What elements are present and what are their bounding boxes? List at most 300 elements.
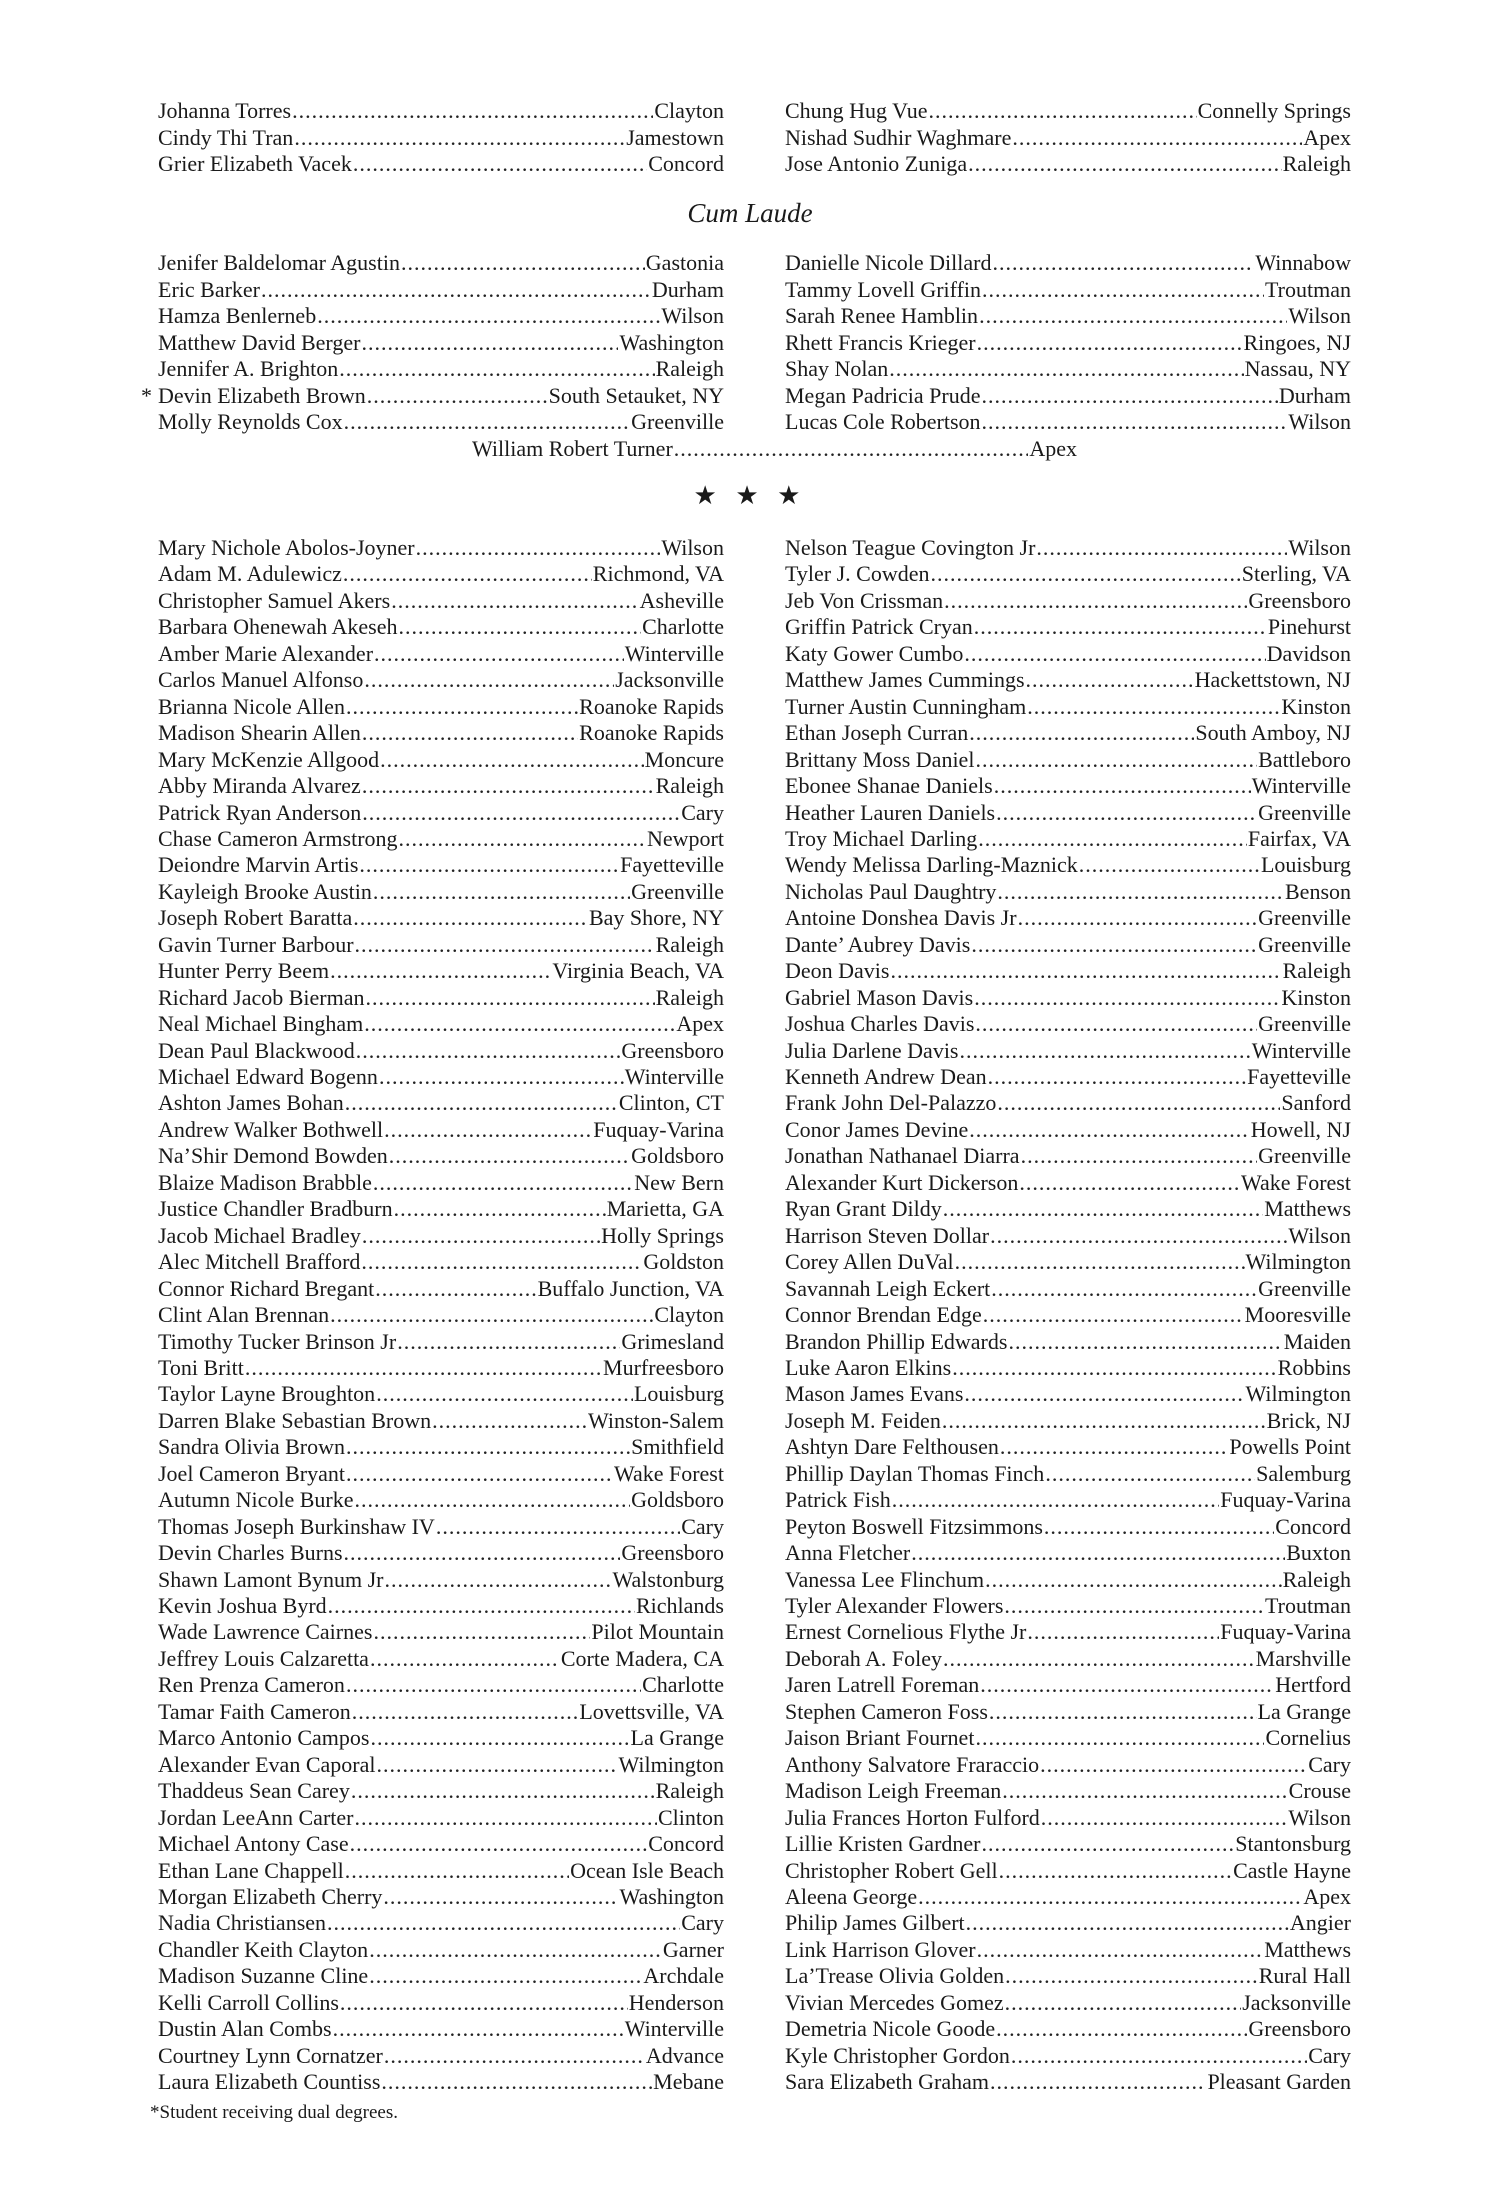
dot-leader [979, 303, 1287, 329]
graduate-name: Na’Shir Demond Bowden [158, 1143, 388, 1169]
dot-leader [974, 614, 1267, 640]
dot-leader [989, 1699, 1257, 1725]
graduate-hometown: Pilot Mountain [591, 1619, 724, 1645]
graduate-hometown: Greenville [1258, 1143, 1351, 1169]
graduate-hometown: Clayton [654, 1302, 724, 1328]
graduate-hometown: Roanoke Rapids [579, 720, 724, 746]
section-separator-stars: ★ ★ ★ [693, 481, 807, 510]
graduate-entry [785, 1329, 1351, 1355]
dot-leader [992, 250, 1254, 276]
dot-leader [359, 852, 619, 878]
graduate-entry [785, 1567, 1351, 1593]
graduate-hometown: Robbins [1277, 1354, 1351, 1380]
graduate-hometown: Hackettstown, NJ [1194, 667, 1351, 693]
graduate-name: Lillie Kristen Gardner [785, 1831, 981, 1857]
graduate-entry [158, 1038, 724, 1064]
graduate-hometown: Clayton [654, 98, 724, 123]
dot-leader [1011, 2043, 1307, 2069]
graduate-hometown: Cary [1308, 1751, 1351, 1777]
dot-leader [997, 1090, 1280, 1116]
graduate-hometown: Benson [1285, 878, 1351, 904]
graduate-hometown: Raleigh [1282, 1566, 1351, 1592]
graduate-hometown: Charlotte [642, 614, 724, 640]
graduate-name: Jeffrey Louis Calzaretta [158, 1645, 369, 1671]
graduate-hometown: Asheville [639, 587, 724, 613]
graduate-entry [158, 1752, 724, 1778]
dot-leader [892, 1487, 1220, 1513]
dot-leader [1041, 1805, 1288, 1831]
graduate-name: Kyle Christopher Gordon [785, 2042, 1010, 2068]
graduate-hometown: Raleigh [1282, 958, 1351, 984]
graduate-hometown: Angier [1289, 1910, 1351, 1936]
dot-leader [370, 1725, 629, 1751]
graduate-hometown: Louisburg [1260, 852, 1351, 878]
graduate-entry [158, 1329, 724, 1355]
graduate-hometown: Durham [1278, 382, 1351, 408]
graduate-hometown: Greenville [1258, 799, 1351, 825]
graduate-hometown: Greensboro [621, 1540, 724, 1566]
graduate-hometown: South Setauket, NY [548, 382, 724, 408]
graduate-name: Toni Britt [158, 1354, 244, 1380]
graduate-name: Mary McKenzie Allgood [158, 746, 380, 772]
graduate-entry [158, 720, 724, 746]
graduate-entry [158, 1090, 724, 1116]
graduate-hometown: Stantonsburg [1235, 1831, 1351, 1857]
graduate-name: Marco Antonio Campos [158, 1725, 370, 1751]
graduate-entry [785, 1090, 1351, 1116]
graduate-name: Nishad Sudhir Waghmare [785, 124, 1012, 150]
dot-leader [968, 151, 1281, 177]
graduate-name: Chase Cameron Armstrong [158, 825, 398, 851]
graduate-name: Corey Allen DuVal [785, 1249, 954, 1275]
graduate-hometown: Smithfield [631, 1434, 724, 1460]
graduate-hometown: La Grange [1257, 1698, 1351, 1724]
graduate-entry [785, 1725, 1351, 1751]
dot-leader [942, 1408, 1266, 1434]
graduate-hometown: Raleigh [655, 984, 724, 1010]
graduate-entry [785, 667, 1351, 693]
graduate-hometown: Buxton [1286, 1540, 1351, 1566]
dual-degree-marker: * [141, 382, 152, 408]
graduate-name: Megan Padricia Prude [785, 382, 981, 408]
dot-leader [980, 1672, 1274, 1698]
graduate-entry [158, 1990, 724, 2016]
dot-leader [977, 330, 1243, 356]
graduate-hometown: Howell, NJ [1250, 1116, 1351, 1142]
graduate-name: Troy Michael Darling [785, 825, 978, 851]
graduate-name: Phillip Daylan Thomas Finch [785, 1460, 1045, 1486]
graduate-name: Antoine Donshea Davis Jr [785, 905, 1017, 931]
graduate-hometown: Winnabow [1255, 250, 1351, 275]
dot-leader [982, 409, 1288, 435]
graduate-name: Matthew James Cummings [785, 667, 1025, 693]
graduate-hometown: Goldsboro [631, 1143, 724, 1169]
graduate-entry [785, 1170, 1351, 1196]
dot-leader [394, 1196, 606, 1222]
graduate-name: Jordan LeeAnn Carter [158, 1804, 354, 1830]
graduate-hometown: Henderson [628, 1989, 724, 2015]
graduate-entry [785, 125, 1351, 151]
graduate-entry [158, 250, 724, 276]
graduate-name: Demetria Nicole Goode [785, 2016, 996, 2042]
graduate-name: Hunter Perry Beem [158, 958, 330, 984]
graduate-entry [785, 958, 1351, 984]
graduate-entry [785, 1381, 1351, 1407]
dot-leader [351, 1778, 655, 1804]
graduate-hometown: Brick, NJ [1266, 1407, 1351, 1433]
dot-leader [955, 1249, 1245, 1275]
graduate-hometown: Sterling, VA [1241, 561, 1351, 587]
dot-leader [327, 1910, 680, 1936]
dot-leader [911, 1540, 1285, 1566]
graduate-name: Joseph M. Feiden [785, 1407, 941, 1433]
graduate-entry [785, 826, 1351, 852]
dot-leader [960, 1038, 1251, 1064]
graduate-name: Carlos Manuel Alfonso [158, 667, 364, 693]
dot-leader [380, 747, 643, 773]
dot-leader [1026, 667, 1194, 693]
graduate-hometown: Jamestown [626, 124, 724, 150]
graduate-hometown: Raleigh [655, 773, 724, 799]
graduate-hometown: Marietta, GA [606, 1196, 724, 1222]
graduate-entry [158, 800, 724, 826]
dot-leader [1008, 1329, 1282, 1355]
graduate-entry [785, 1805, 1351, 1831]
graduate-entry [158, 1117, 724, 1143]
graduate-entry [785, 694, 1351, 720]
graduate-hometown: Wilson [1288, 1222, 1351, 1248]
dot-leader [373, 879, 630, 905]
graduate-hometown: Apex [1303, 124, 1351, 150]
graduate-hometown: Greensboro [621, 1037, 724, 1063]
graduate-entry [785, 1963, 1351, 1989]
graduate-name: Justice Chandler Bradburn [158, 1196, 393, 1222]
graduate-hometown: Matthews [1264, 1196, 1351, 1222]
graduate-entry [158, 826, 724, 852]
dot-leader [362, 720, 578, 746]
dot-leader [352, 1699, 579, 1725]
graduate-hometown: Davidson [1266, 640, 1351, 666]
graduate-hometown: Walstonburg [612, 1566, 724, 1592]
graduate-hometown: Goldston [643, 1249, 724, 1275]
dot-leader [355, 1487, 631, 1513]
graduate-hometown: Raleigh [655, 356, 724, 381]
dot-leader [362, 1223, 600, 1249]
dot-leader [397, 1329, 620, 1355]
graduate-entry [785, 1910, 1351, 1936]
graduate-hometown: Connelly Springs [1197, 98, 1351, 123]
graduate-entry [158, 1434, 724, 1460]
graduate-entry [158, 125, 724, 151]
graduate-name: Morgan Elizabeth Cherry [158, 1883, 383, 1909]
graduate-hometown: Louisburg [633, 1381, 724, 1407]
graduate-name: Gavin Turner Barbour [158, 931, 354, 957]
graduate-entry [158, 1646, 724, 1672]
graduate-hometown: Apex [1303, 1883, 1351, 1909]
graduate-name: Grier Elizabeth Vacek [158, 151, 352, 176]
graduate-name: Griffin Patrick Cryan [785, 614, 973, 640]
dot-leader [1000, 1434, 1229, 1460]
graduate-entry [158, 1408, 724, 1434]
graduate-entry [785, 1831, 1351, 1857]
graduate-hometown: Richlands [636, 1593, 724, 1618]
dot-leader [385, 1567, 612, 1593]
graduate-hometown: Fayetteville [1247, 1064, 1351, 1089]
graduate-entry [785, 985, 1351, 1011]
graduate-hometown: Clinton [657, 1804, 724, 1830]
dot-leader [344, 409, 631, 435]
graduate-name: William Robert Turner [472, 436, 673, 461]
dot-leader [997, 879, 1284, 905]
graduate-name: Courtney Lynn Cornatzer [158, 2042, 383, 2068]
dot-leader [975, 747, 1257, 773]
graduate-name: Link Harrison Glover [785, 1936, 976, 1962]
graduate-name: Heather Lauren Daniels [785, 799, 996, 825]
dot-leader [379, 1064, 624, 1090]
graduate-entry [785, 1699, 1351, 1725]
graduate-name: Timothy Tucker Brinson Jr [158, 1328, 397, 1354]
graduate-name: Harrison Steven Dollar [785, 1222, 990, 1248]
graduate-entry [158, 694, 724, 720]
graduate-hometown: Greensboro [1248, 587, 1351, 613]
graduate-hometown: Cary [681, 1910, 724, 1936]
dot-leader [982, 277, 1264, 303]
dot-leader [366, 985, 655, 1011]
graduate-hometown: Grimesland [621, 1328, 724, 1354]
graduate-hometown: Winterville [1251, 1037, 1351, 1063]
graduate-hometown: Kinston [1281, 984, 1351, 1010]
graduate-name: Madison Shearin Allen [158, 720, 361, 746]
graduate-name: Philip James Gilbert [785, 1910, 965, 1936]
graduate-hometown: Richmond, VA [592, 561, 724, 587]
graduate-entry [158, 1540, 724, 1566]
graduate-name: Gabriel Mason Davis [785, 984, 974, 1010]
dot-leader [964, 641, 1265, 667]
graduate-entry [785, 1461, 1351, 1487]
graduate-entry [785, 1064, 1351, 1090]
graduate-hometown: Fuquay-Varina [1220, 1487, 1351, 1513]
graduate-hometown: Winterville [624, 640, 724, 666]
graduate-name: Aleena George [785, 1883, 918, 1909]
graduate-entry [158, 747, 724, 773]
graduate-hometown: Crouse [1288, 1778, 1351, 1804]
dot-leader [375, 1276, 536, 1302]
graduate-name: Jenifer Baldelomar Agustin [158, 250, 400, 275]
dot-leader [346, 1461, 613, 1487]
graduate-hometown: Fuquay-Varina [1220, 1619, 1351, 1645]
dot-leader [1040, 1752, 1307, 1778]
graduate-hometown: Bay Shore, NY [588, 905, 724, 931]
graduate-entry [785, 2016, 1351, 2042]
graduate-hometown: Ocean Isle Beach [570, 1857, 724, 1883]
dot-leader [985, 1567, 1281, 1593]
graduate-name: Blaize Madison Brabble [158, 1169, 372, 1195]
dot-leader [978, 826, 1247, 852]
graduate-entry [785, 800, 1351, 826]
graduate-name: Frank John Del-Palazzo [785, 1090, 997, 1116]
graduate-entry [785, 1593, 1351, 1619]
graduate-hometown: Fayetteville [620, 852, 724, 878]
graduate-hometown: Salemburg [1256, 1460, 1351, 1486]
graduate-entry [785, 1302, 1351, 1328]
graduate-hometown: Hertford [1275, 1672, 1351, 1698]
graduate-name: Shawn Lamont Bynum Jr [158, 1566, 384, 1592]
graduate-entry [785, 1858, 1351, 1884]
graduate-name: Nelson Teague Covington Jr [785, 535, 1036, 560]
graduate-hometown: Advance [645, 2042, 724, 2068]
graduate-entry [158, 1805, 724, 1831]
dot-leader [890, 958, 1281, 984]
graduate-name: Wade Lawrence Cairnes [158, 1619, 373, 1645]
graduate-entry [785, 720, 1351, 746]
graduate-hometown: Winterville [624, 1064, 724, 1089]
dot-leader [990, 2069, 1206, 2095]
dot-leader [436, 1514, 680, 1540]
dot-leader [918, 1884, 1302, 1910]
dot-leader [376, 1381, 633, 1407]
dot-leader [356, 1038, 621, 1064]
dot-leader [369, 1963, 642, 1989]
dot-leader [991, 1276, 1257, 1302]
dot-leader [339, 356, 654, 382]
graduate-name: Brianna Nicole Allen [158, 693, 345, 719]
graduate-name: Kelli Carroll Collins [158, 1989, 339, 2015]
graduate-entry [158, 958, 724, 984]
graduate-name: Michael Edward Bogenn [158, 1064, 378, 1089]
graduate-hometown: Wilmington [1245, 1381, 1351, 1407]
graduate-hometown: Concord [648, 151, 724, 176]
graduate-entry [785, 1355, 1351, 1381]
graduate-entry [785, 1223, 1351, 1249]
graduate-entry [785, 98, 1351, 124]
dot-leader [1021, 1143, 1258, 1169]
graduate-hometown: Wilson [1288, 409, 1351, 434]
graduate-entry [158, 151, 724, 177]
graduate-hometown: Troutman [1265, 1593, 1351, 1618]
graduate-name: Patrick Ryan Anderson [158, 799, 362, 825]
graduate-name: Wendy Melissa Darling-Maznick [785, 852, 1078, 878]
graduate-entry [785, 1038, 1351, 1064]
dot-leader [1012, 125, 1302, 151]
graduate-hometown: Wilmington [1245, 1249, 1351, 1275]
dot-leader [350, 1831, 648, 1857]
graduate-hometown: Apex [1029, 436, 1077, 461]
graduate-name: Ebonee Shanae Daniels [785, 773, 993, 799]
graduate-hometown: Rural Hall [1258, 1963, 1351, 1989]
graduate-name: Rhett Francis Krieger [785, 329, 976, 355]
graduate-entry [158, 1381, 724, 1407]
dot-leader [343, 561, 592, 587]
graduate-entry [158, 1910, 724, 1936]
graduate-entry [158, 1461, 724, 1487]
graduate-name: Peyton Boswell Fitzsimmons [785, 1513, 1043, 1539]
dot-leader [943, 1196, 1263, 1222]
graduate-entry [785, 1990, 1351, 2016]
graduate-hometown: Castle Hayne [1233, 1857, 1351, 1883]
graduate-entry [158, 561, 724, 587]
graduate-entry [158, 1778, 724, 1804]
graduate-name: Kayleigh Brooke Austin [158, 878, 372, 904]
graduate-name: Jeb Von Crissman [785, 587, 944, 613]
dot-leader [353, 905, 588, 931]
dot-leader [990, 1223, 1287, 1249]
graduate-entry [158, 535, 724, 561]
graduate-name: Savannah Leigh Eckert [785, 1275, 991, 1301]
graduate-name: Chung Hug Vue [785, 98, 928, 123]
graduate-name: Vanessa Lee Flinchum [785, 1566, 985, 1592]
dot-leader [370, 1646, 560, 1672]
graduate-name: Ethan Lane Chappell [158, 1857, 344, 1883]
dot-leader [345, 1858, 569, 1884]
graduate-entry [785, 932, 1351, 958]
graduate-entry [785, 1249, 1351, 1275]
graduate-hometown: Winston-Salem [588, 1407, 724, 1433]
graduate-entry [158, 2069, 724, 2095]
graduate-name: Neal Michael Bingham [158, 1011, 364, 1037]
dot-leader [389, 1143, 630, 1169]
graduate-name: Mary Nichole Abolos-Joyner [158, 535, 415, 560]
dot-leader [1002, 1778, 1287, 1804]
graduate-entry [785, 1011, 1351, 1037]
graduate-entry [785, 2043, 1351, 2069]
dot-leader [261, 277, 651, 303]
graduate-hometown: Mebane [653, 2069, 724, 2095]
dot-leader [362, 773, 655, 799]
graduate-name: Tyler Alexander Flowers [785, 1593, 1004, 1618]
graduate-hometown: Washington [619, 1883, 724, 1909]
graduate-entry [785, 879, 1351, 905]
dot-leader [971, 932, 1257, 958]
dot-leader [346, 694, 578, 720]
graduate-name: Jacob Michael Bradley [158, 1222, 361, 1248]
graduate-hometown: Wilson [1288, 303, 1351, 328]
dot-leader [345, 1090, 618, 1116]
graduate-name: Tammy Lovell Griffin [785, 276, 982, 302]
graduate-name: Kenneth Andrew Dean [785, 1064, 987, 1089]
graduate-hometown: Maiden [1283, 1328, 1351, 1354]
graduate-entry [785, 1619, 1351, 1645]
graduate-hometown: Durham [651, 276, 724, 302]
graduate-hometown: Apex [676, 1011, 724, 1037]
graduate-hometown: Greenville [631, 409, 724, 434]
graduate-hometown: Matthews [1264, 1936, 1351, 1962]
dot-leader [994, 773, 1251, 799]
dot-leader [346, 1434, 630, 1460]
graduate-entry [158, 879, 724, 905]
graduate-hometown: Wilson [1288, 1804, 1351, 1830]
graduate-entry [785, 747, 1351, 773]
graduate-name: Ashtyn Dare Felthousen [785, 1434, 999, 1460]
dot-leader [1004, 1593, 1264, 1619]
graduate-hometown: Charlotte [642, 1672, 724, 1698]
graduate-hometown: Archdale [643, 1963, 724, 1989]
graduate-name: Devin Elizabeth Brown [158, 382, 366, 408]
graduate-name: Deiondre Marvin Artis [158, 852, 359, 878]
graduate-name: Vivian Mercedes Gomez [785, 1989, 1004, 2015]
graduate-entry [158, 667, 724, 693]
graduate-name: Christopher Robert Gell [785, 1857, 998, 1883]
graduate-name: Jaison Briant Fournet [785, 1725, 975, 1751]
graduate-entry [785, 1778, 1351, 1804]
graduate-name: Julia Darlene Davis [785, 1037, 959, 1063]
graduate-entry [785, 1117, 1351, 1143]
dot-leader [1079, 852, 1260, 878]
graduate-entry [158, 1937, 724, 1963]
dot-leader [391, 588, 638, 614]
graduate-entry [158, 1884, 724, 1910]
graduate-name: Deon Davis [785, 958, 890, 984]
dot-leader [974, 985, 1280, 1011]
